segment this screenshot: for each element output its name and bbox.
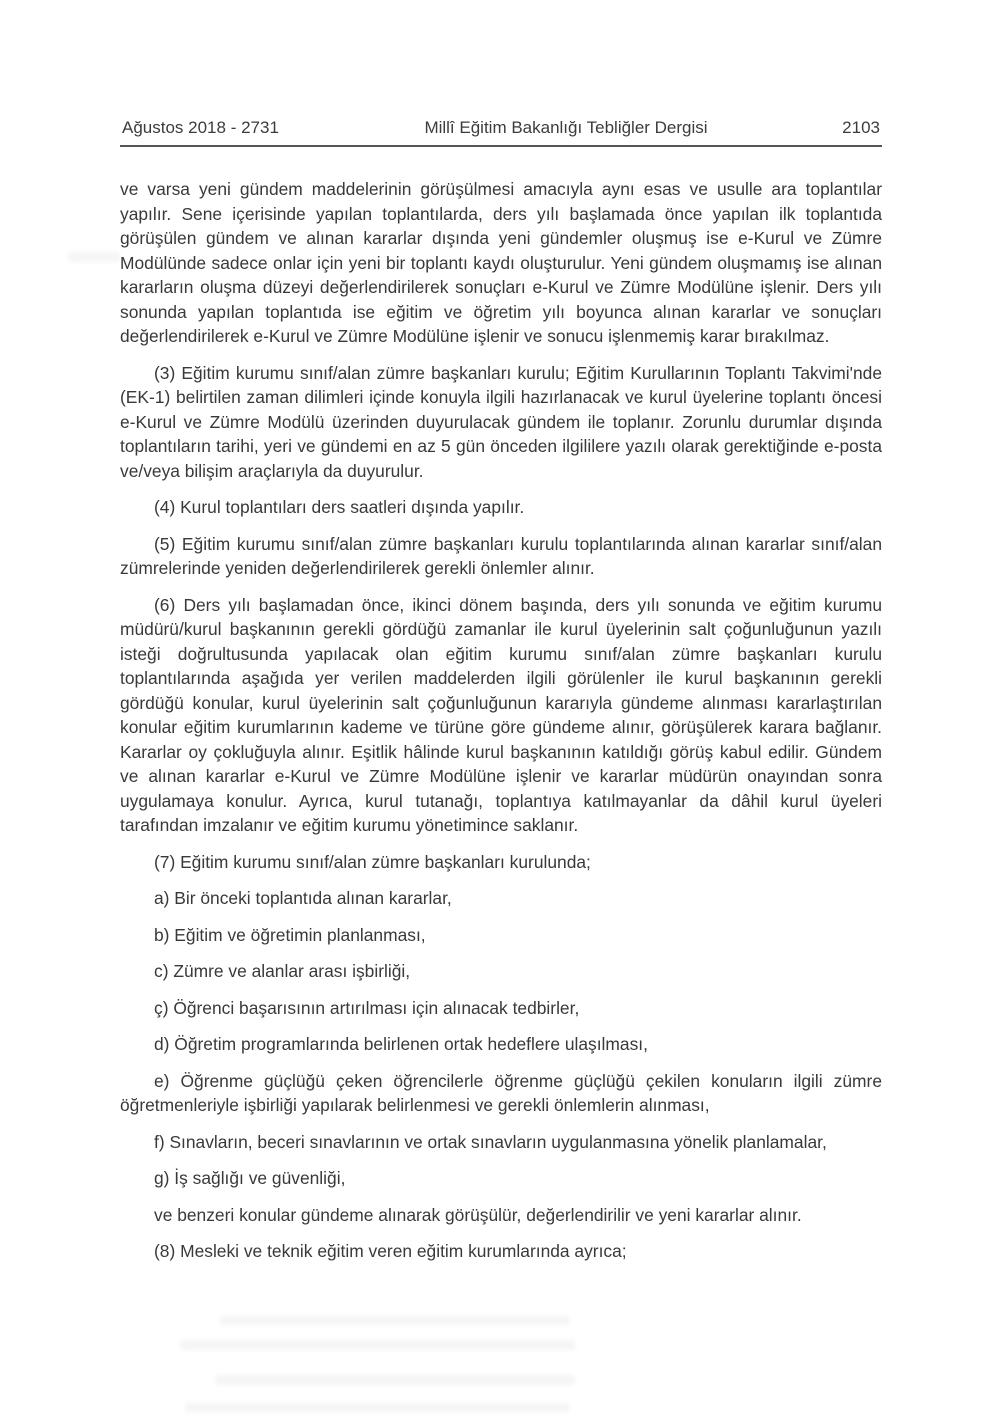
header-issue-date: Ağustos 2018 - 2731 — [122, 118, 279, 137]
list-item-g: g) İş sağlığı ve güvenliği, — [154, 1168, 346, 1188]
list-item-b: b) Eğitim ve öğretimin planlanması, — [154, 924, 426, 945]
paragraph-continuation: ve varsa yeni gündem maddelerinin görüşülmesi amacıyla aynı esas ve usulle ara toplantılar yapılır. Sene içerisinde yapılan toplantılarda, ders yılı başlamada önce yapılan ilk toplantıda görüşülen gündem ve alınan kararlar dışında yeni gündemler oluşmuş ise e-Kurul ve Zümre Modülünde sadece onlar için yeni bir toplantı kaydı oluşturulur. Yeni gündem oluşmamış ise alınan kararların oluşma düzeyi değerlendirilerek sonuçları e-Kurul ve Zümre Modülüne işlenir. Ders yılı sonunda yapılan toplantıda ise eğitim ve öğretim yılı boyunca alınan kararlar ve sonuçları değerlendirilerek e-Kurul ve Zümre Modülüne işlenir ve sonucu işlenmemiş karar bırakılmaz. — [120, 179, 882, 346]
paragraph-item-4: (4) Kurul toplantıları ders saatleri dışında yapılır. — [154, 497, 525, 517]
page-header — [120, 118, 882, 138]
scan-artifact — [220, 1316, 570, 1325]
paragraph-closing: ve benzeri konular gündeme alınarak görüşülür, değerlendirilir ve yeni kararlar alınır. — [154, 1204, 802, 1225]
list-item-f: f) Sınavların, beceri sınavlarının ve ortak sınavların uygulanmasına yönelik planlamalar, — [154, 1131, 827, 1152]
scan-artifact — [68, 252, 120, 262]
list-item-d: d) Öğretim programlarında belirlenen ortak hedeflere ulaşılması, — [154, 1034, 648, 1054]
paragraph-item-3: (3) Eğitim kurumu sınıf/alan zümre başkanları kurulu; Eğitim Kurullarının Toplantı Takvimi'nde (EK-1) belirtilen zaman dilimleri içinde konuyla ilgili hazırlanacak ve kurul üyelerine toplantı öncesi e-Kurul ve Zümre Modülü üzerinden duyurulacak gündem ile toplanır. Zorunlu durumlar dışında toplantıların tarihi, yeri ve gündemi en az 5 gün önceden ilgililere yazılı olarak gerektiğinde e-posta ve/veya bilişim araçlarıyla da duyurulur. — [120, 362, 882, 481]
paragraph-item-7: (7) Eğitim kurumu sınıf/alan zümre başkanları kurulunda; — [154, 851, 591, 872]
list-item-e: e) Öğrenme güçlüğü çeken öğrencilerle öğrenme güçlüğü çekilen konuların ilgili zümre öğretmenleriyle işbirliği yapılarak belirlenmesi ve gerekli önlemlerin alınması, — [120, 1070, 882, 1115]
list-item-a: a) Bir önceki toplantıda alınan kararlar, — [154, 888, 452, 908]
journal-title: Millî Eğitim Bakanlığı Tebliğler Dergisi — [424, 118, 708, 137]
paragraph-item-8: (8) Mesleki ve teknik eğitim veren eğitim kurumlarında ayrıca; — [154, 1241, 627, 1261]
paragraph-item-5: (5) Eğitim kurumu sınıf/alan zümre başkanları kurulu toplantılarında alınan kararlar sınıf/alan zümrelerinde yeniden değerlendirilerek gerekli önlemler alınır. — [120, 533, 882, 578]
list-item-c: c) Zümre ve alanlar arası işbirliği, — [154, 961, 411, 981]
header-rule — [120, 145, 882, 147]
paragraph-item-6: (6) Ders yılı başlamadan önce, ikinci dönem başında, ders yılı sonunda ve eğitim kurumu müdürü/kurul başkanının gerekli gördüğü zamanlar ile kurul üyelerinin salt çoğunluğunun yazılı isteği doğrultusunda yapılacak olan eğitim kurumu sınıf/alan zümre başkanları kurulu toplantılarında aşağıda yer verilen maddelerden ilgili görülenler ile kurul başkanının gerekli gördüğü konular, kurul üyelerinin salt çoğunluğunun kararıyla gündeme alınması kararlaştırılan konular eğitim kurumlarının kademe ve türüne göre gündeme alınır, görüşülerek karara bağlanır. Kararlar oy çokluğuyla alınır. Eşitlik hâlinde kurul başkanının katıldığı görüş kabul edilir. Gündem ve alınan kararlar e-Kurul ve Zümre Modülüne işlenir ve kararlar müdürün onayından sonra uygulamaya konulur. Ayrıca, kurul tutanağı, toplantıya katılmayanlar da dâhil kurul üyeleri tarafından imzalanır ve eğitim kurumu yönetimince saklanır. — [120, 594, 882, 835]
scan-artifact — [185, 1403, 570, 1412]
list-item-c-cedilla: ç) Öğrenci başarısının artırılması için alınacak tedbirler, — [154, 997, 580, 1018]
page-content — [120, 118, 882, 1276]
page-number: 2103 — [842, 118, 880, 137]
document-body — [120, 177, 882, 1264]
scan-artifact — [180, 1340, 575, 1350]
scan-artifact — [215, 1375, 575, 1385]
